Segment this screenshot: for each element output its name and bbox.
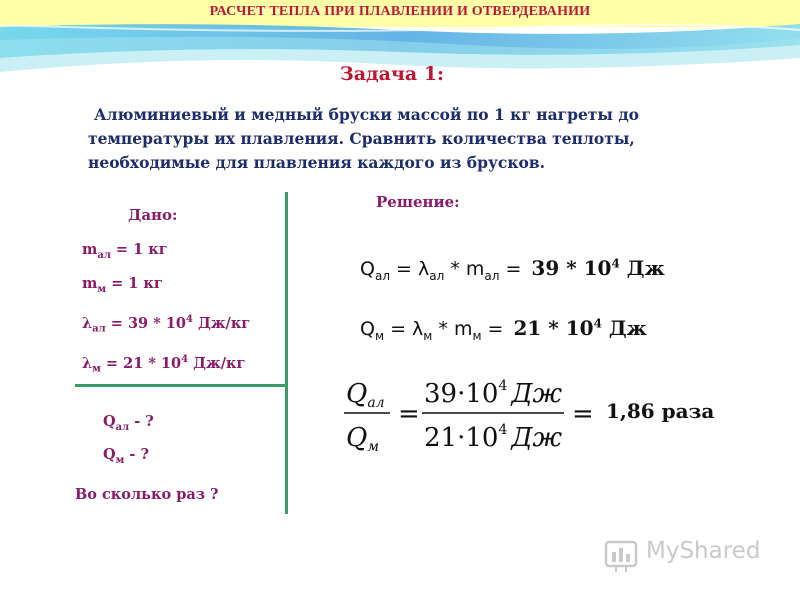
slide-header-title: РАСЧЕТ ТЕПЛА ПРИ ПЛАВЛЕНИИ И ОТВЕРДЕВАНИИ xyxy=(209,4,591,19)
result-q-copper: $21 * 10^4$ Дж xyxy=(513,316,647,340)
svg-text:=: = xyxy=(572,399,594,429)
given-mass-copper: $m_м = 1$ кг xyxy=(82,275,163,295)
given-lambda-copper: $\lambda_м = 21 * 10^4$ Дж/кг xyxy=(82,354,246,375)
problem-statement xyxy=(88,103,708,175)
problem-line: температуры их плавления. Сравнить количества теплоты, xyxy=(88,129,635,148)
result-q-aluminium: $39 * 10^4$ Дж xyxy=(531,256,665,280)
horizontal-divider xyxy=(75,384,288,387)
svg-text:=: = xyxy=(398,399,420,429)
equation-q-copper: $Q_м = \lambda_м * m_м = 21 * 10^4$ Дж xyxy=(360,316,647,343)
watermark-text: MyShared xyxy=(646,538,761,564)
given-lambda-aluminium: $\lambda_{ал} = 39 * 10^4$ Дж/кг xyxy=(82,314,251,335)
equation-q-aluminium: $Q_{ал} = \lambda_{ал} * m_{ал} = 39 * 10^4$ Дж xyxy=(360,256,665,283)
vertical-divider xyxy=(285,192,288,514)
ratio-numerator: $39\cdot 10^4$ Дж xyxy=(424,378,563,409)
ratio-formula xyxy=(332,366,602,466)
task-title: Задача 1: xyxy=(340,63,445,85)
problem-line: необходимые для плавления каждого из брусков. xyxy=(88,153,546,172)
question-how-many-times: Во сколько раз ? xyxy=(75,486,219,503)
ratio-left-numerator: Qал xyxy=(346,379,385,411)
solution-title: Решение: xyxy=(376,193,460,211)
ratio-denominator: $21\cdot 10^4$ Дж xyxy=(424,422,563,453)
ratio-left-denominator: Qм xyxy=(346,423,379,455)
unknown-q-copper: $Q_м$ - ? xyxy=(103,446,149,466)
given-mass-aluminium: $m_{ал} = 1$ кг xyxy=(82,241,168,261)
unknown-q-aluminium: $Q_{ал}$ - ? xyxy=(103,413,154,433)
ratio-result: 1,86 раза xyxy=(606,399,715,423)
given-title: Дано: xyxy=(128,206,178,224)
problem-line: Алюминиевый и медный бруски массой по 1 кг нагреты до xyxy=(94,105,640,124)
